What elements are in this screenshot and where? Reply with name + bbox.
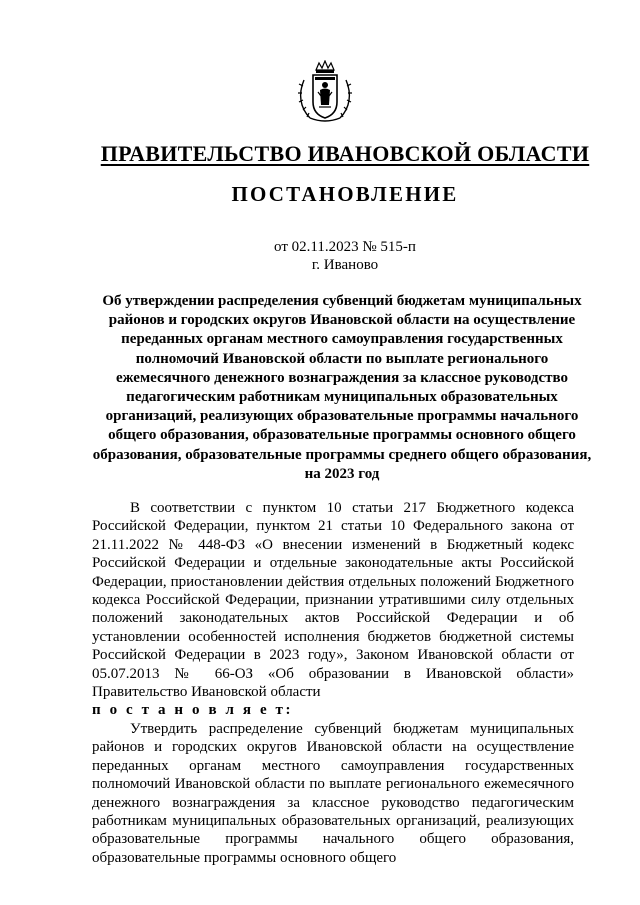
document-body — [92, 499, 574, 867]
date-number: от 02.11.2023 № 515-п — [274, 239, 416, 255]
paragraph-resolution: Утвердить распределение субвенций бюджетам муниципальных районов и городских округов Ивановской области на осуществление переданных органам местного самоуправления государственных полномочий Ивановской области по выплате регионального ежемесячного денежного вознаграждения за классное руководство педагогическим работникам муниципальных образовательных организаций, реализующих образовательные программы начального общего образования, образовательные программы основного общего — [92, 720, 574, 866]
document-meta — [60, 238, 630, 274]
document-type: ПОСТАНОВЛЕНИЕ — [231, 182, 459, 206]
place: г. Иваново — [311, 257, 379, 273]
government-title: ПРАВИТЕЛЬСТВО ИВАНОВСКОЙ ОБЛАСТИ — [100, 141, 590, 166]
paragraph-preamble: В соответствии с пунктом 10 статьи 217 Бюджетного кодекса Российской Федерации, пунктом 21 статьи 10 Федерального закона от 21.11.2022 № 448-ФЗ «О внесении изменений в Бюджетный кодекс Российской Федерации и отдельные законодательные акты Российской Федерации, приостановлении действия отдельных положений Бюджетного кодекса Российской Федерации, признании утратившими силу отдельных положений законодательных актов Российской Федерации и об установлении особенностей исполнения бюджетов бюджетной системы Российской Федерации в 2023 году», Законом Ивановской области от 05.07.2013 № 66-ОЗ «Об образовании в Ивановской области» Правительство Ивановской области — [92, 500, 574, 701]
document-heading: Об утверждении распределения субвенций бюджетам муниципальных районов и городских округов Ивановской области на осуществление переданных органам местного самоуправления государственных полномочий Ивановской области по выплате регионального ежемесячного денежного вознаграждения за классное руководство педагогическим работникам муниципальных образовательных организаций, реализующих образовательные программы начального общего образования, образовательные программы основного общего образования, образовательные программы среднего общего образования, на 2023 год — [92, 293, 592, 482]
coat-of-arms-icon — [296, 60, 354, 126]
resolves-line: п о с т а н о в л я е т: — [92, 702, 294, 719]
